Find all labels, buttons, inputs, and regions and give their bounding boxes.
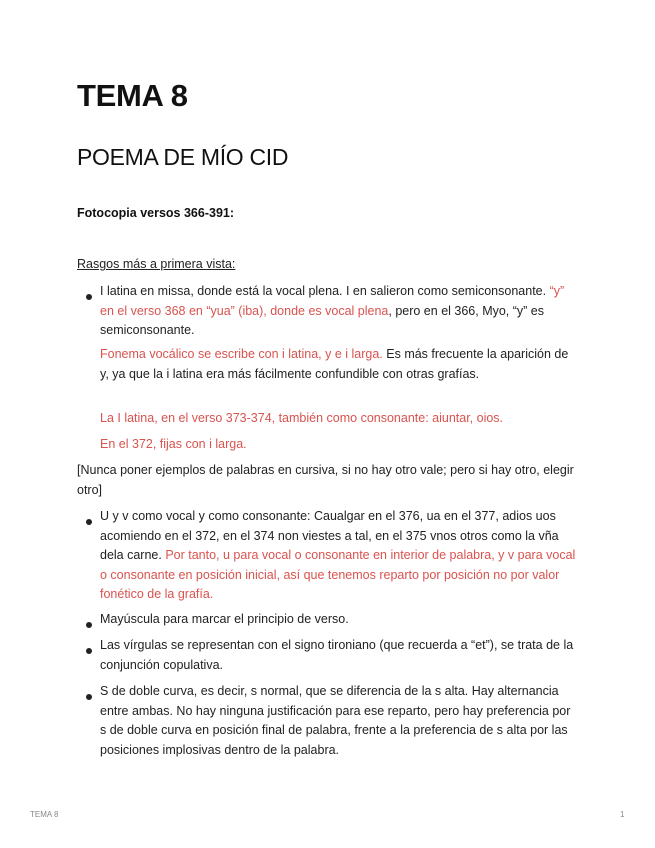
bullet-2-text-red: Por tanto, u para vocal o consonante en interior de palabra, y v para vocal o consonante en posición inicial, así que tenemos reparto por posición no por valor fonético de la grafía. [100,548,576,601]
paragraph-i-latina: La I latina, en el verso 373-374, también como consonante: aiuntar, oios. [100,411,504,425]
bullet-5: S de doble curva, es decir, s normal, que se diferencia de la s alta. Hay alternancia entre ambas. No hay ninguna justificación para ese reparto, pero hay preferencia por s de doble curva en posición final de palabra, frente a la preferencia de s alta por las posiciones implosivas dentro de la palabra. [100,684,571,757]
editorial-note: [Nunca poner ejemplos de palabras en cursiva, si no hay otro vale; pero si hay otro, elegir otro] [77,463,574,497]
bullet-1 [100,282,580,341]
bullet-1-text-a: I latina en missa, donde está la vocal plena. I en salieron como semiconsonante. [100,284,550,298]
bullet-2-text: U y v como vocal y como consonante: Caualgar en el 376, ua en el 377, adios uos acomiendo en el 372, en el 374 non viestes a tal, en el 375 vnos otros como la vña dela carne. [100,509,559,562]
bullet-1-text-b: , pero en el 366, Myo, “y” es semiconsonante. [100,303,545,337]
page-number: 1 [620,810,625,819]
paragraph-fonema-red: Fonema vocálico se escribe con i latina, y e i larga. [100,347,383,361]
bullet-4: Las vírgulas se representan con el signo tironiano (que recuerda a “et”), se trata de la conjunción copulativa. [100,638,574,672]
bullet-dot-1 [86,294,92,300]
bullet-dot-3 [86,622,92,628]
paragraph-i-larga: En el 372, fijas con i larga. [100,437,247,451]
paragraph-fonema [100,345,570,384]
bullet-3: Mayúscula para marcar el principio de verso. [100,612,349,626]
page-title: TEMA 8 [77,78,188,113]
footer-title: TEMA 8 [30,810,59,819]
subsection-label: Rasgos más a primera vista: [77,257,236,271]
section-label: Fotocopia versos 366-391: [77,206,235,220]
page-subtitle: POEMA DE MÍO CID [77,144,289,170]
bullet-2 [100,507,580,605]
bullet-dot-5 [86,694,92,700]
bullet-dot-2 [86,519,92,525]
paragraph-fonema-rest: Es más frecuente la aparición de y, ya que la i latina era más fácilmente confundible con otras grafías. [100,347,569,381]
bullet-1-text-red: “y” en el verso 368 en “yua” (iba), donde es vocal plena [100,284,565,318]
bullet-dot-4 [86,648,92,654]
